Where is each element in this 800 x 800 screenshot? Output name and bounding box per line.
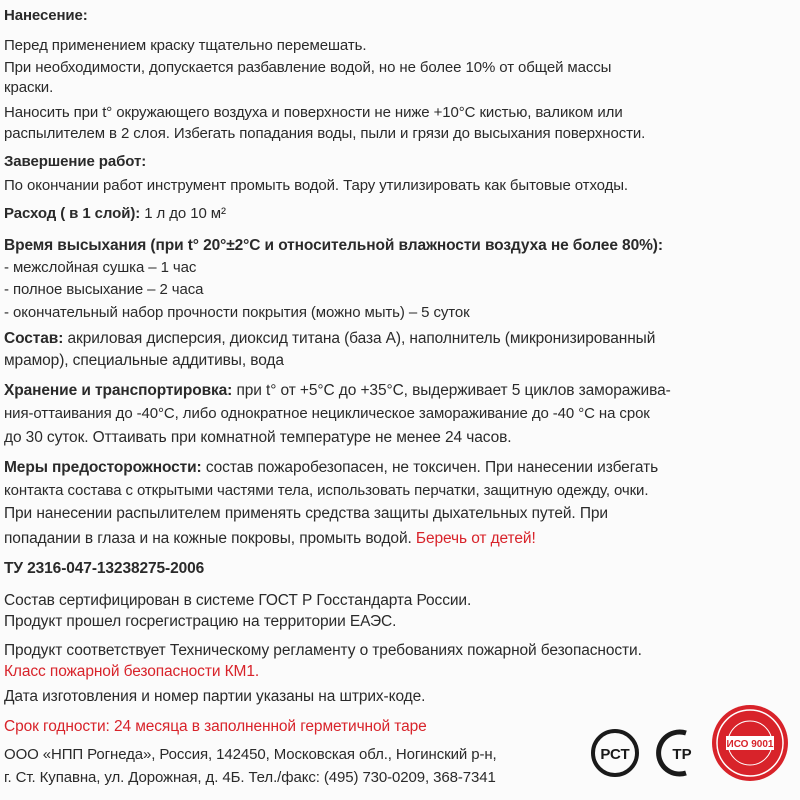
storage-line-3: до 30 суток. Оттаивать при комнатной температуре не менее 24 часов.	[4, 429, 512, 446]
cert-line-1: Состав сертифицирован в системе ГОСТ Р Госстандарта России.	[4, 592, 472, 609]
storage-label: Хранение и транспортировка:	[4, 382, 233, 399]
application-line-5: распылителем в 2 слоя. Избегать попадания воды, пыли и грязи до высыхания поверхности.	[4, 125, 646, 142]
precautions-text: состав пожаробезопасен, не токсичен. При нанесении избегать	[201, 459, 659, 476]
tr-logo-icon	[659, 732, 692, 774]
address-line-1: ООО «НПП Рогнеда», Россия, 142450, Московская обл., Ногинский р-н,	[4, 746, 497, 763]
application-line-2: При необходимости, допускается разбавление водой, но не более 10% от общей массы	[4, 59, 612, 76]
pct-logo-text: РСТ	[600, 746, 630, 763]
pct-logo-icon	[593, 731, 637, 775]
iso-seal-icon	[712, 705, 788, 781]
precautions-label: Меры предосторожности:	[4, 459, 202, 476]
precautions-line-1	[4, 459, 658, 477]
precautions-line-3: При нанесении распылителем применять средства защиты дыхательных путей. При	[4, 505, 608, 522]
precautions-line-4	[4, 530, 536, 548]
completion-line: По окончании работ инструмент промыть водой. Тару утилизировать как бытовые отходы.	[4, 177, 629, 194]
address-line-2: г. Ст. Купавна, ул. Дорожная, д. 4Б. Тел./факс: (495) 730-0209, 368-7341	[4, 769, 496, 786]
consumption-line	[4, 205, 226, 223]
cert-line-3: Продукт соответствует Техническому регламенту о требованиях пожарной безопасности.	[4, 642, 642, 659]
iso-seal-text: ИСО 9001	[726, 739, 774, 750]
spec-number: ТУ 2316-047-13238275-2006	[4, 560, 205, 577]
storage-line-2: ния-оттаивания до -40°С, либо однократное нециклическое замораживание до -40 °С на срок	[4, 405, 650, 422]
consumption-value: 1 л до 10 м²	[140, 205, 226, 222]
drying-item-2: - полное высыхание – 2 часа	[4, 281, 204, 298]
drying-item-1: - межслойная сушка – 1 час	[4, 259, 197, 276]
manufacture-date: Дата изготовления и номер партии указаны на штрих-коде.	[4, 688, 426, 705]
precautions-text-4: попадании в глаза и на кожные покровы, промыть водой.	[4, 530, 412, 547]
application-line-3: краски.	[4, 79, 54, 96]
tr-logo-text: ТР	[672, 746, 692, 763]
application-line-1: Перед применением краску тщательно перемешать.	[4, 37, 367, 54]
composition-line-2: мрамор), специальные аддитивы, вода	[4, 352, 284, 369]
completion-heading: Завершение работ:	[4, 153, 147, 170]
drying-item-3: - окончательный набор прочности покрытия (можно мыть) – 5 суток	[4, 304, 470, 321]
storage-line-1	[4, 382, 671, 400]
precautions-line-2: контакта состава с открытыми частями тела, использовать перчатки, защитную одежду, очки.	[4, 482, 649, 499]
certification-logos	[570, 680, 800, 800]
storage-text: при t° от +5°С до +35°С, выдерживает 5 циклов заморажива-	[232, 382, 671, 399]
shelf-life: Срок годности: 24 месяца в заполненной герметичной таре	[4, 718, 427, 735]
fire-class: Класс пожарной безопасности КМ1.	[4, 663, 260, 680]
cert-line-2: Продукт прошел госрегистрацию на территории ЕАЭС.	[4, 613, 397, 630]
drying-heading: Время высыхания (при t° 20°±2°С и относительной влажности воздуха не более 80%):	[4, 237, 663, 254]
application-line-4: Наносить при t° окружающего воздуха и поверхности не ниже +10°С кистью, валиком или	[4, 104, 623, 121]
composition-text: акриловая дисперсия, диоксид титана (база А), наполнитель (микронизированный	[63, 330, 656, 347]
composition-label: Состав:	[4, 330, 64, 347]
child-warning: Беречь от детей!	[411, 530, 536, 547]
application-heading: Нанесение:	[4, 7, 88, 24]
composition-line-1	[4, 330, 655, 348]
consumption-label: Расход ( в 1 слой):	[4, 205, 141, 222]
